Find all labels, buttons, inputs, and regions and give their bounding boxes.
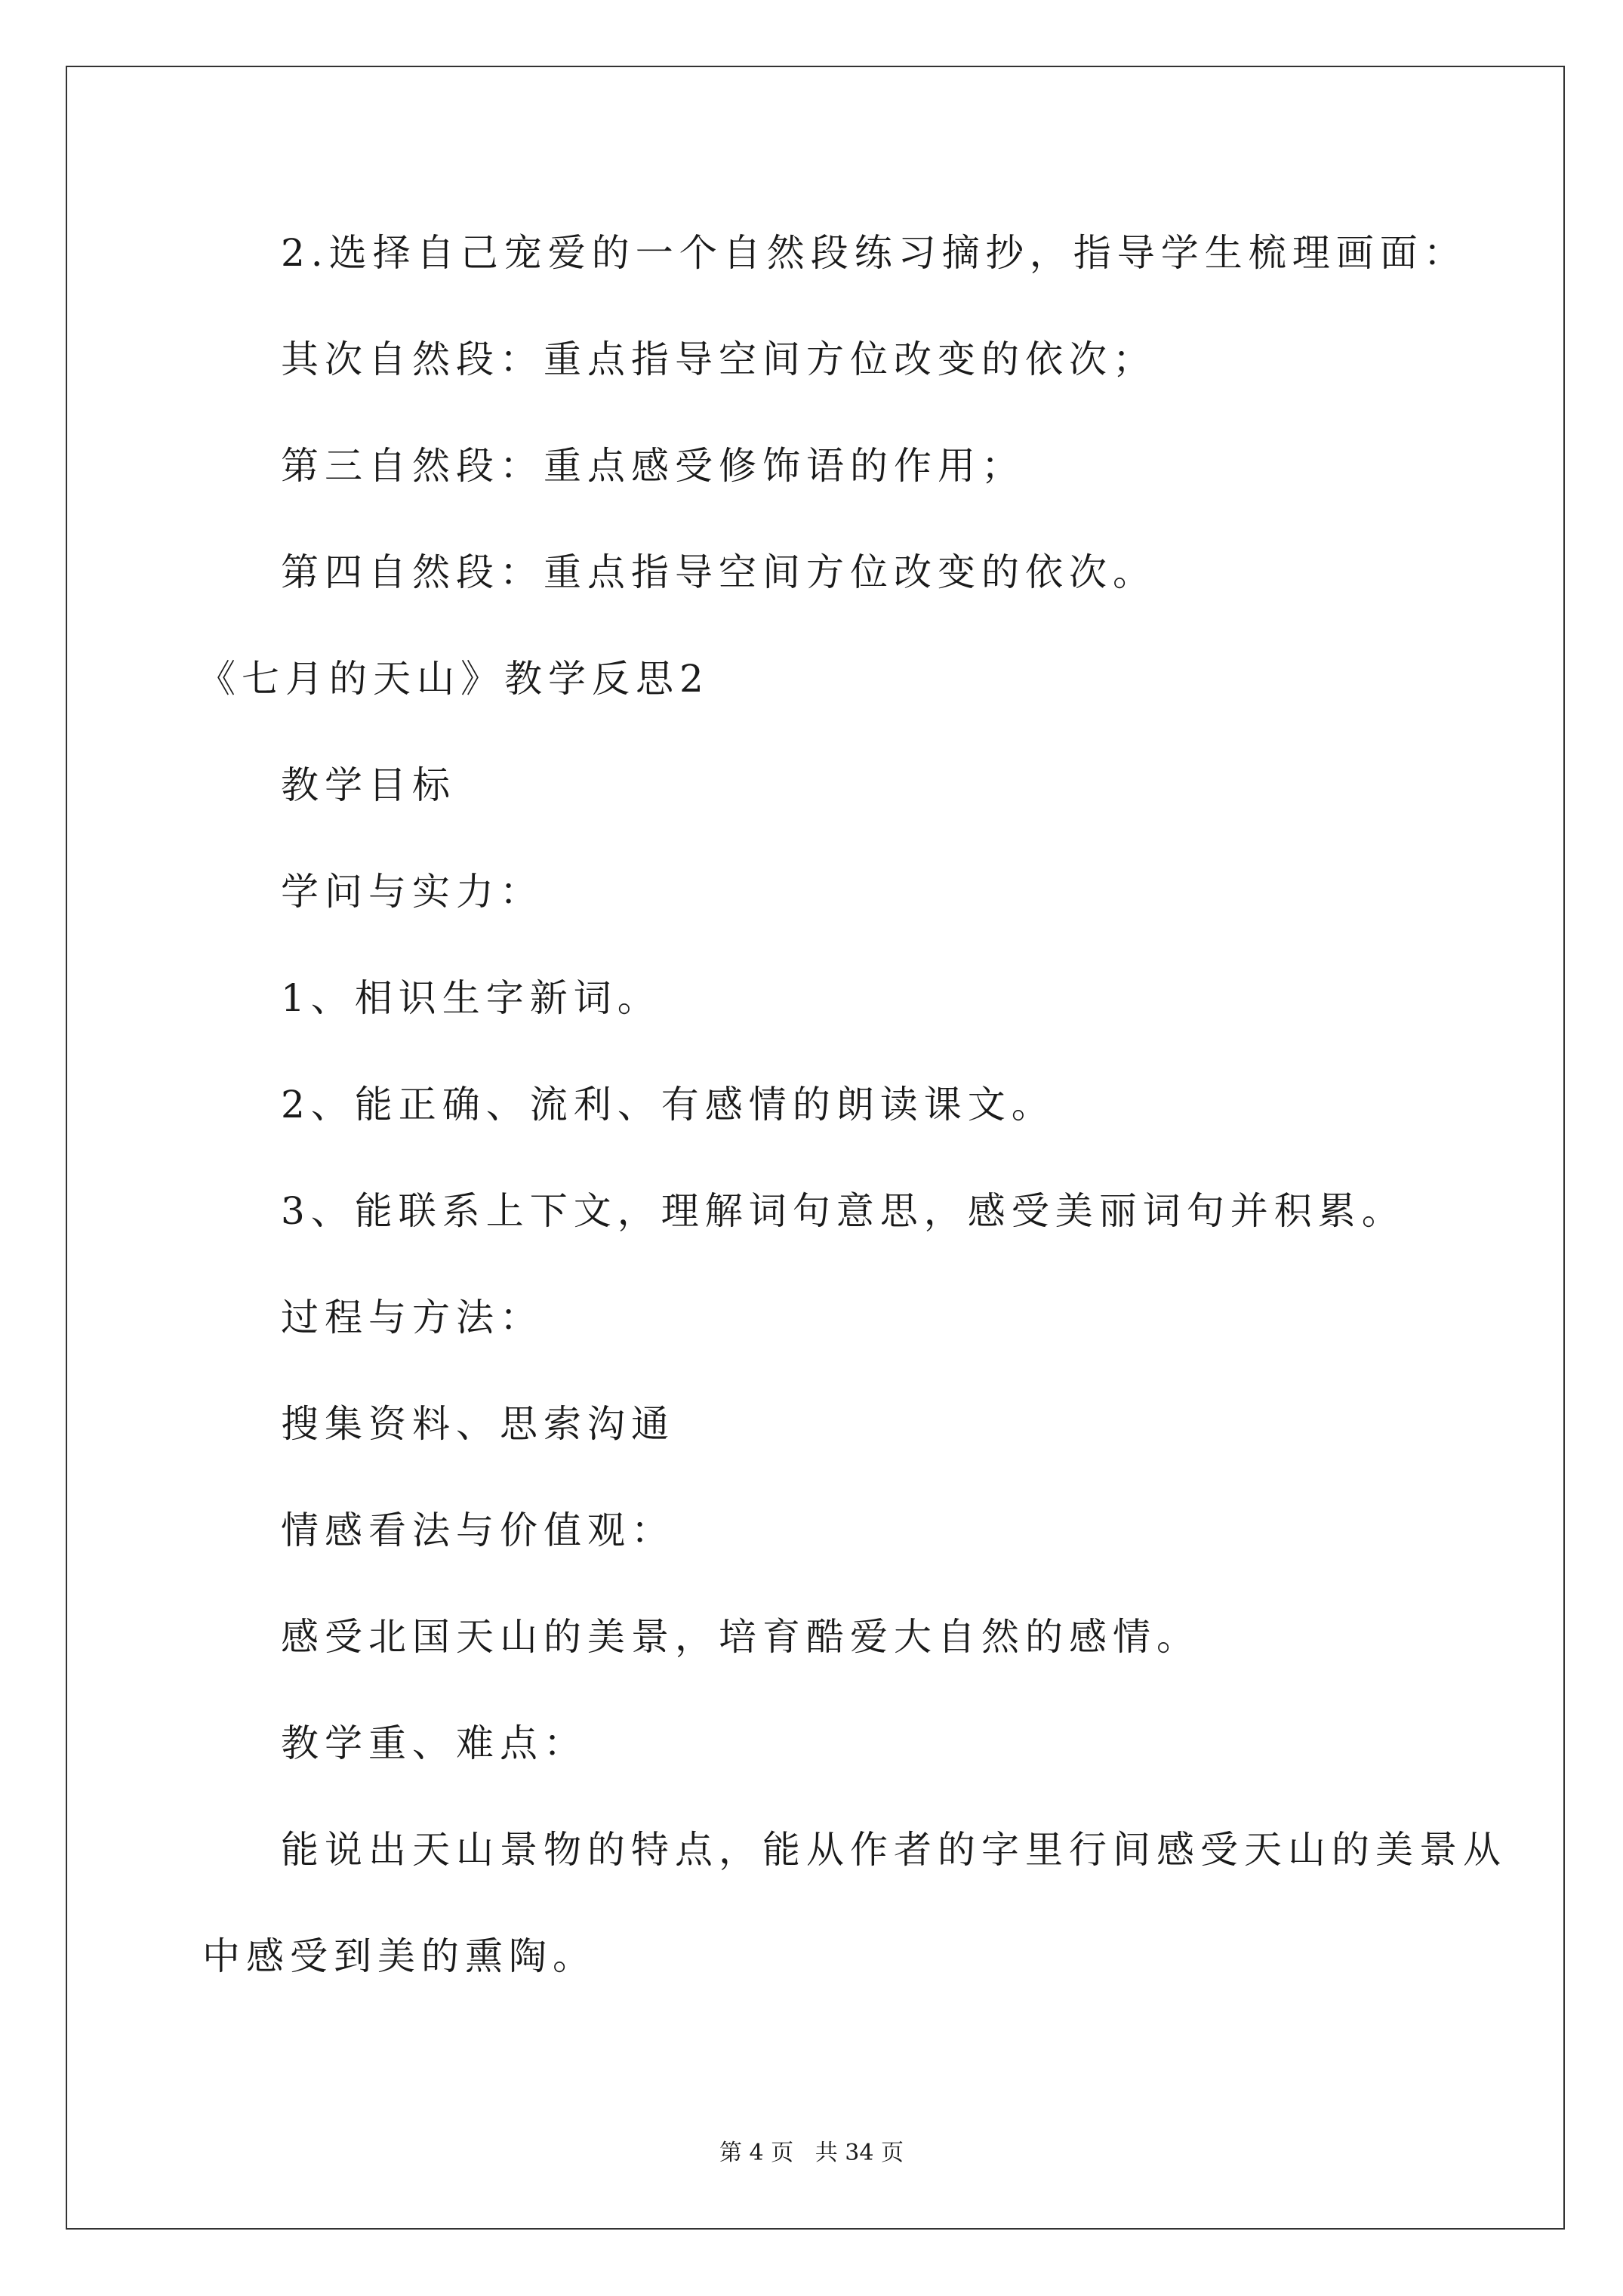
key-difficulty-label: 教学重、难点：: [281, 1721, 587, 1765]
goal-item-3: 3、能联系上下文，理解词句意思，感受美丽词句并积累。: [281, 1189, 1406, 1233]
process-method-label: 过程与方法：: [281, 1296, 544, 1339]
page-border: [66, 66, 1565, 2230]
paragraph-step-2: 2.选择自己宠爱的一个自然段练习摘抄，指导学生梳理画面：: [281, 231, 1467, 275]
paragraph-second-section: 其次自然段：重点指导空间方位改变的依次；: [281, 337, 1156, 381]
key-difficulty-text-line2: 中感受到美的熏陶。: [202, 1934, 596, 1978]
teaching-goals-label: 教学目标: [281, 763, 456, 807]
emotion-values-text: 感受北国天山的美景，培育酷爱大自然的感情。: [281, 1615, 1200, 1659]
goal-item-2: 2、能正确、流利、有感情的朗读课文。: [281, 1083, 1055, 1126]
goal-item-1: 1、相识生字新词。: [281, 976, 661, 1020]
paragraph-third-section: 第三自然段：重点感受修饰语的作用；: [281, 444, 1025, 488]
page-footer: 第 4 页 共 34 页: [719, 2140, 904, 2166]
key-difficulty-text-line1: 能说出天山景物的特点，能从作者的字里行间感受天山的美景从: [281, 1828, 1507, 1872]
emotion-values-label: 情感看法与价值观：: [281, 1509, 675, 1552]
paragraph-fourth-section: 第四自然段：重点指导空间方位改变的依次。: [281, 550, 1156, 594]
knowledge-ability-label: 学问与实力：: [281, 870, 544, 914]
process-method-text: 搜集资料、思索沟通: [281, 1402, 675, 1446]
section-heading: 《七月的天山》教学反思2: [198, 657, 710, 701]
